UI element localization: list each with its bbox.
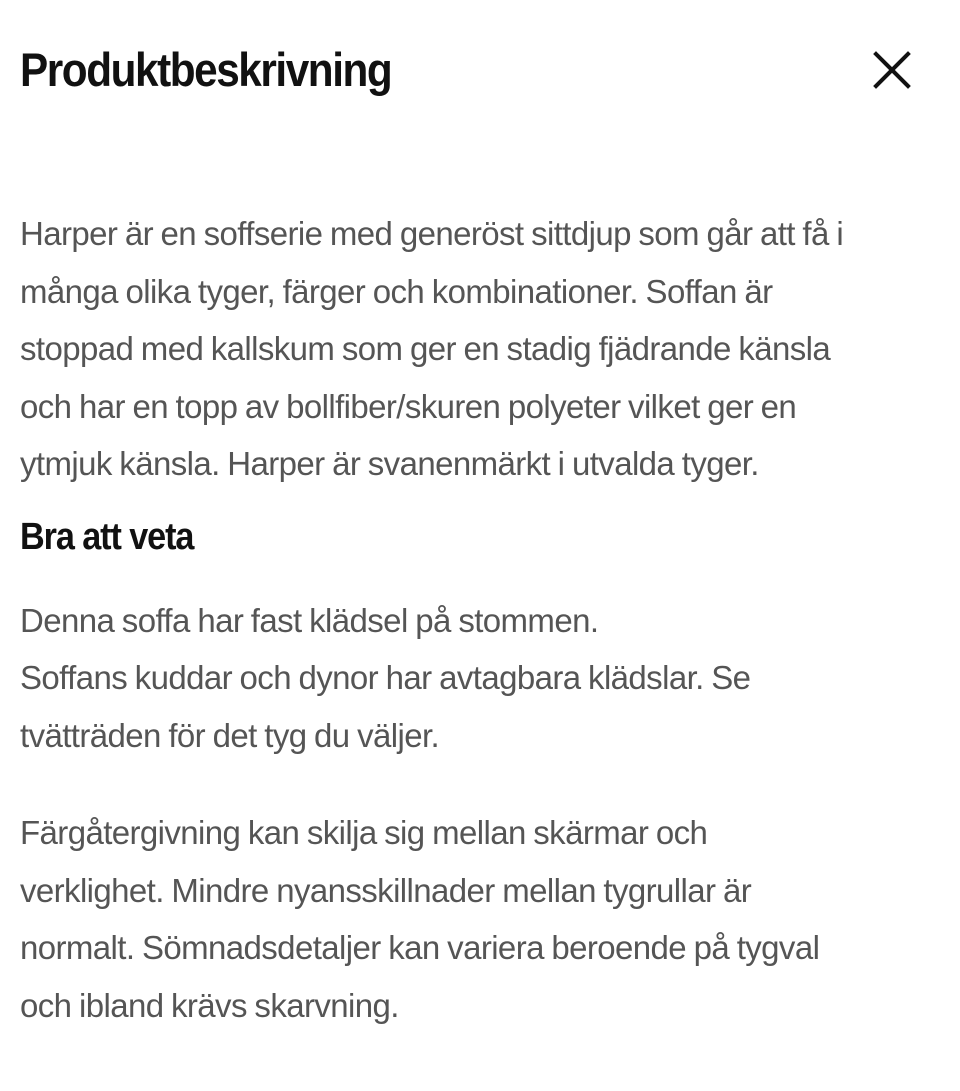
text-line: och har en topp av bollfiber/skuren polyeter vilket ger en [20,387,797,425]
upholstery-info-text [20,592,945,765]
text-line: och ibland krävs skarvning. [20,986,399,1024]
color-disclaimer-text [20,804,945,1034]
text-line: stoppad med kallskum som ger en stadig fjädrande känsla [20,330,831,367]
close-button[interactable] [864,42,920,98]
good-to-know-heading: Bra att veta [20,515,194,558]
text-line: normalt. Sömnadsdetaljer kan variera beroende på tygval [20,929,820,966]
text-line: många olika tyger, färger och kombinationer. Soffan är [20,272,773,310]
text-line: tvätträden för det tyg du väljer. [20,716,440,754]
panel-title: Produktbeskrivning [20,43,392,96]
panel-header [20,30,920,110]
text-line: verklighet. Mindre nyansskillnader mellan tygrullar är [20,871,752,909]
text-line: ytmjuk känsla. Harper är svanenmärkt i utvalda tyger. [20,445,759,482]
close-icon [864,42,920,98]
panel-content [20,205,945,1034]
text-line: Harper är en soffserie med generöst sittdjup som går att få i [20,215,844,252]
text-line: Färgåtergivning kan skilja sig mellan skärmar och [20,814,708,851]
text-line: Soffans kuddar och dynor har avtagbara klädslar. Se [20,659,751,696]
text-line: Denna soffa har fast klädsel på stommen. [20,601,599,639]
product-description-text [20,205,945,493]
